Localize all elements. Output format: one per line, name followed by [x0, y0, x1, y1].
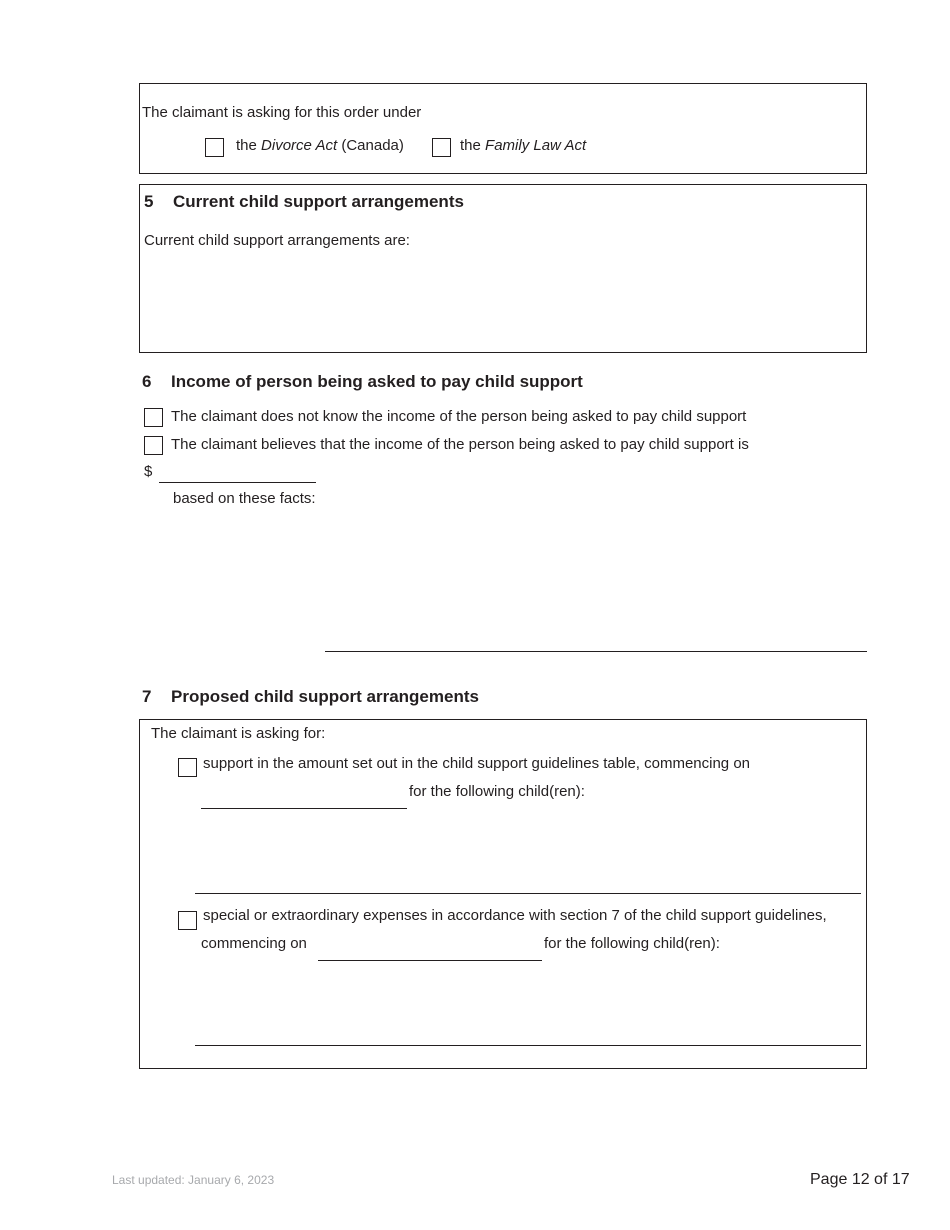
section5-arrangements-field[interactable]: [144, 254, 860, 348]
income-believed-checkbox[interactable]: [144, 436, 163, 455]
page-number: Page 12 of 17: [810, 1171, 910, 1188]
section6-title: Income of person being asked to pay child support: [171, 372, 583, 391]
family-law-act-checkbox[interactable]: [432, 138, 451, 157]
facts-label: based on these facts:: [173, 490, 316, 507]
family-law-act-name: Family Law Act: [485, 137, 587, 154]
guidelines-commencing-date-field[interactable]: [201, 808, 407, 809]
guidelines-children-label: for the following child(ren):: [409, 783, 585, 800]
special-expenses-commencing-date-field[interactable]: [318, 960, 542, 961]
facts-field[interactable]: [325, 500, 867, 650]
income-amount-field[interactable]: [159, 482, 316, 483]
order-basis-box: [139, 83, 867, 174]
section5-label: Current child support arrangements are:: [144, 232, 410, 249]
special-expenses-checkbox[interactable]: [178, 911, 197, 930]
special-expenses-children-field[interactable]: [195, 964, 861, 1044]
special-expenses-label: special or extraordinary expenses in accordance with section 7 of the child support guidelines,: [203, 907, 827, 924]
divorce-act-label: [236, 137, 404, 155]
special-expenses-children-label: for the following child(ren):: [544, 935, 720, 952]
divorce-act-label-post: (Canada): [341, 137, 404, 154]
divorce-act-name: Divorce Act: [261, 137, 338, 154]
income-unknown-checkbox[interactable]: [144, 408, 163, 427]
family-law-act-label-pre: the: [460, 137, 481, 154]
guidelines-children-underline: [195, 893, 861, 894]
income-believed-label: The claimant believes that the income of the person being asked to pay child support is: [171, 436, 749, 453]
section7-number: 7: [142, 687, 152, 706]
section7-intro: The claimant is asking for:: [151, 725, 326, 742]
section5-title: Current child support arrangements: [173, 192, 464, 211]
order-basis-intro: The claimant is asking for this order under: [142, 104, 422, 121]
section7-title: Proposed child support arrangements: [171, 687, 479, 706]
guidelines-children-field[interactable]: [195, 812, 861, 892]
guidelines-support-checkbox[interactable]: [178, 758, 197, 777]
facts-underline: [325, 651, 867, 652]
divorce-act-checkbox[interactable]: [205, 138, 224, 157]
section6-number: 6: [142, 372, 152, 391]
last-updated: Last updated: January 6, 2023: [112, 1173, 275, 1187]
section5-number: 5: [144, 192, 154, 211]
special-expenses-commencing-label: commencing on: [201, 935, 307, 952]
divorce-act-label-pre: the: [236, 137, 257, 154]
dollar-sign: $: [144, 463, 153, 480]
income-unknown-label: The claimant does not know the income of the person being asked to pay child support: [171, 408, 747, 425]
family-law-act-label: [460, 137, 586, 155]
special-expenses-children-underline: [195, 1045, 861, 1046]
guidelines-support-label: support in the amount set out in the child support guidelines table, commencing on: [203, 755, 751, 772]
